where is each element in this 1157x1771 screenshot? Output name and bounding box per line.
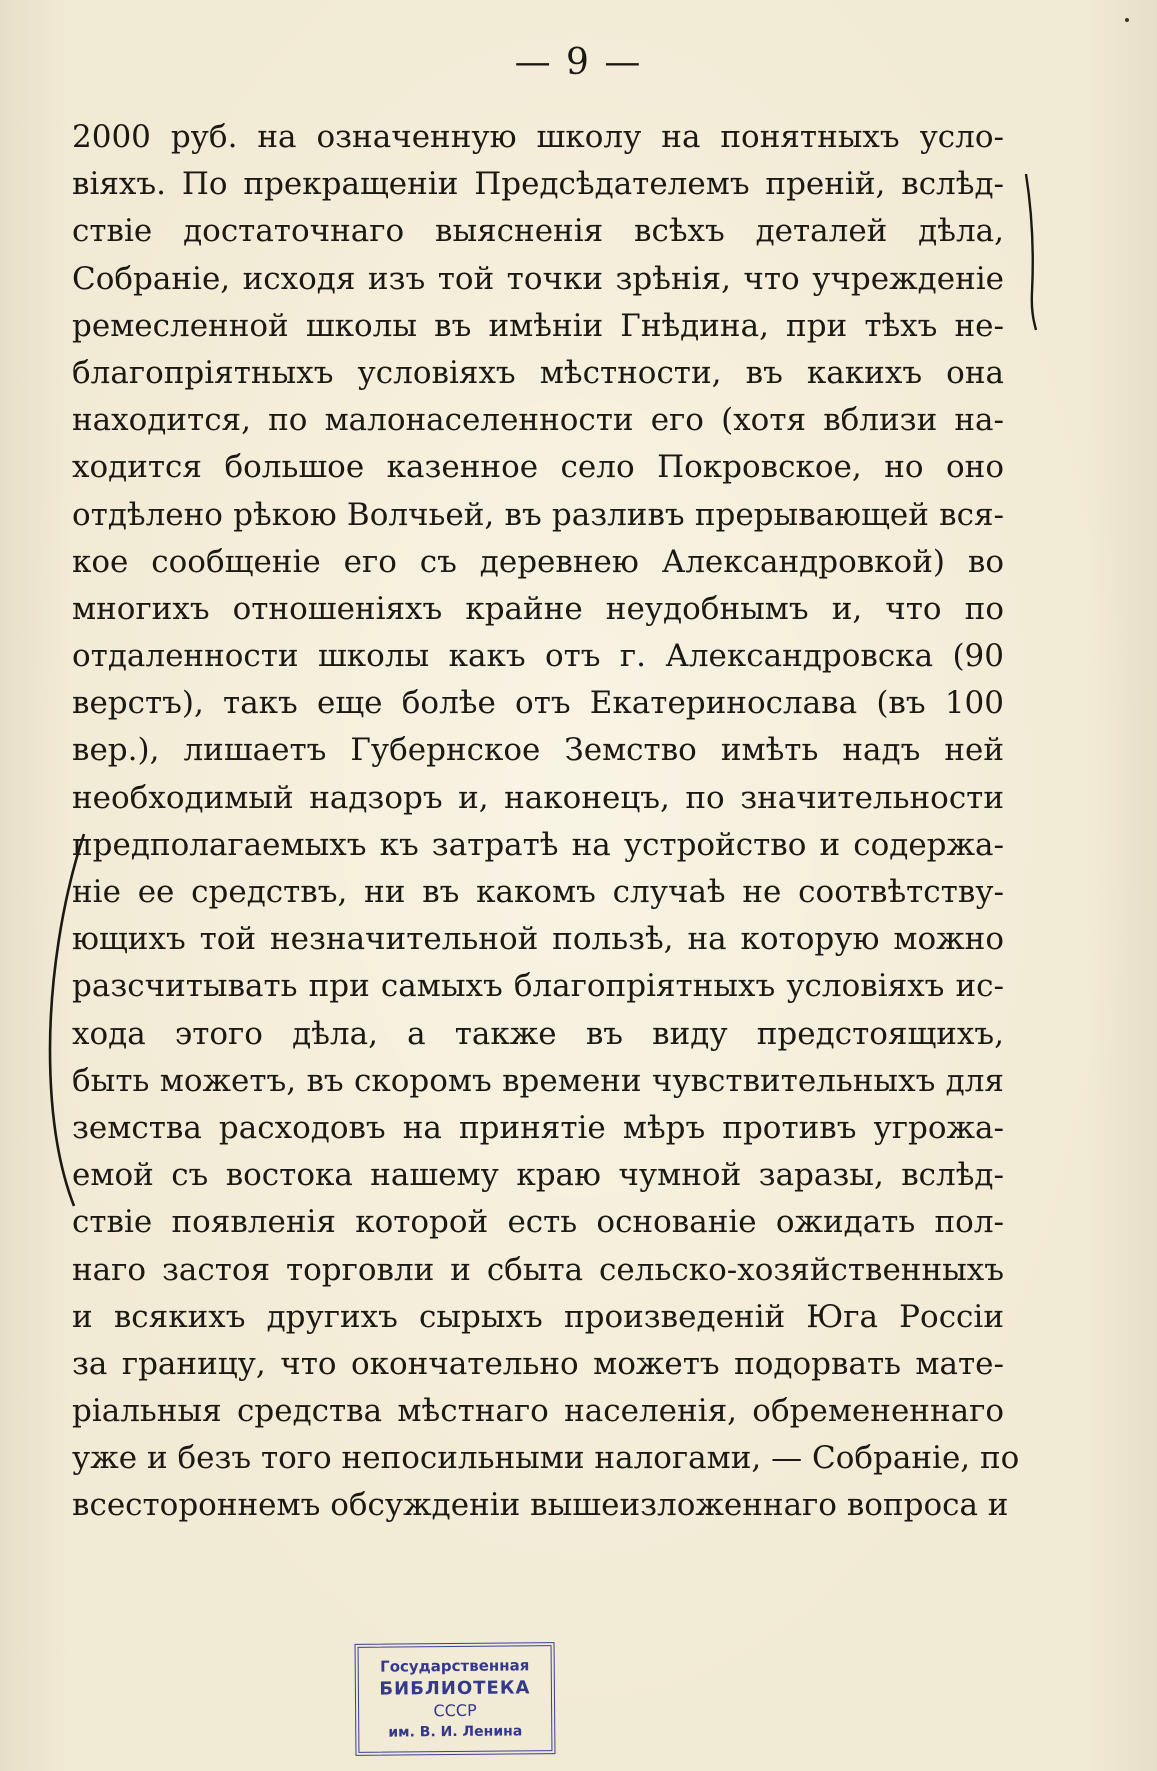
text-line: емой съ востока нашему краю чумной заразы, вслѣд-: [72, 1157, 1004, 1194]
text-line: находится, по малонаселенности его (хотя вблизи на-: [72, 402, 1004, 439]
text-line: уже и безъ того непосильными налогами, — Собраніе, по: [72, 1440, 1020, 1477]
stamp-line: им. В. И. Ленина: [388, 1723, 523, 1741]
text-line: многихъ отношеніяхъ крайне неудобнымъ и, что по: [72, 590, 1004, 627]
stamp-line: СССР: [433, 1700, 477, 1721]
text-line: земства расходовъ на принятіе мѣръ противъ угрожа-: [72, 1109, 1004, 1146]
stamp-line: БИБЛИОТЕКА: [379, 1677, 531, 1700]
text-line: кое сообщеніе его съ деревнею Александровкой) во: [72, 543, 1004, 580]
text-line: 2000 руб. на означенную школу на понятныхъ усло-: [72, 119, 1004, 155]
text-line: отдѣлено рѣкою Волчьей, въ разливъ прерывающей вся-: [72, 496, 1004, 533]
text-line: быть можетъ, въ скоромъ времени чувствительныхъ для: [72, 1062, 1004, 1099]
text-line: ствіе достаточнаго выясненія всѣхъ деталей дѣла,: [72, 213, 1004, 250]
text-line: ствіе появленія которой есть основаніе ожидать пол-: [72, 1204, 1004, 1241]
text-line: ходится большое казенное село Покровское, но оно: [72, 449, 1004, 486]
margin-bracket-left: [40, 830, 90, 1210]
text-line: и всякихъ другихъ сырыхъ произведеній Юга Россіи: [72, 1298, 1004, 1335]
text-line: разсчитывать при самыхъ благопріятныхъ условіяхъ ис-: [72, 968, 1004, 1005]
margin-bracket-right: [1022, 172, 1040, 332]
text-line: ніе ее средствъ, ни въ какомъ случаѣ не соотвѣтству-: [72, 874, 1004, 910]
ink-speck: [1125, 18, 1129, 22]
body-text: [72, 114, 1020, 1530]
text-line: ремесленной школы въ имѣніи Гнѣдина, при тѣхъ не-: [72, 307, 1004, 344]
stamp-line: Государственная: [380, 1656, 530, 1676]
text-line: ющихъ той незначительной пользѣ, на которую можно: [72, 921, 1004, 958]
text-line: за границу, что окончательно можетъ подорвать мате-: [72, 1345, 1004, 1382]
text-line: благопріятныхъ условіяхъ мѣстности, въ какихъ она: [72, 354, 1004, 391]
library-stamp: [355, 1642, 556, 1756]
text-line: наго застоя торговли и сбыта сельско-хозяйственныхъ: [72, 1251, 1004, 1288]
text-line: віяхъ. По прекращеніи Предсѣдателемъ преній, вслѣд-: [72, 166, 1004, 203]
text-line: необходимый надзоръ и, наконецъ, по значительности: [72, 779, 1004, 816]
text-line: предполагаемыхъ къ затратѣ на устройство и содержа-: [72, 826, 1004, 863]
text-line: Собраніе, исходя изъ той точки зрѣнія, что учрежденіе: [72, 260, 1004, 297]
text-line: отдаленности школы какъ отъ г. Александровска (90: [72, 638, 1004, 675]
page-number: — 9 —: [514, 42, 643, 83]
text-line: хода этого дѣла, а также въ виду предстоящихъ,: [72, 1015, 1004, 1052]
text-line: всестороннемъ обсужденіи вышеизложеннаго вопроса и: [72, 1487, 1009, 1524]
text-line: верстъ), такъ еще болѣе отъ Екатеринослава (въ 100: [72, 685, 1004, 722]
text-line: ріальныя средства мѣстнаго населенія, обремененнаго: [72, 1393, 1004, 1430]
text-line: вер.), лишаетъ Губернское Земство имѣть надъ ней: [72, 732, 1004, 769]
